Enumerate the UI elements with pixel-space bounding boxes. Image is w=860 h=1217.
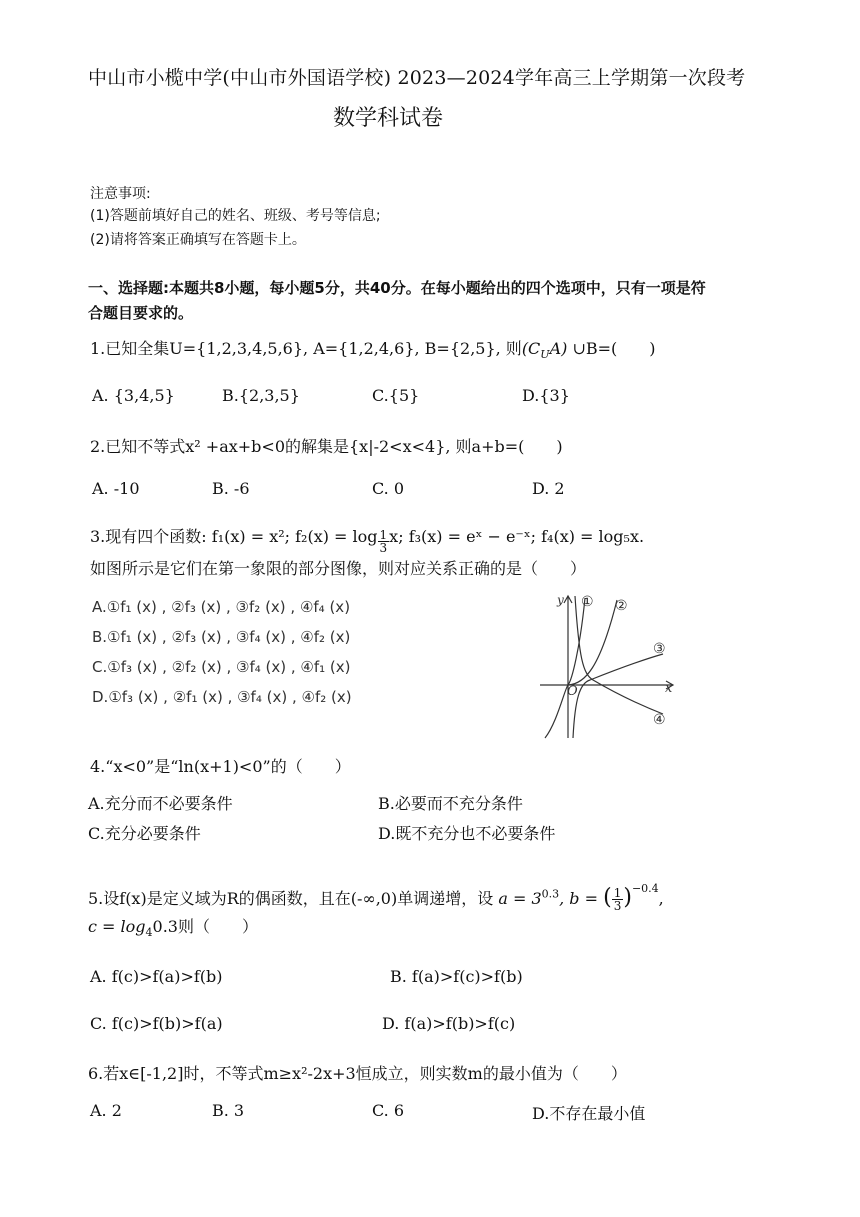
- b-base-fraction: $\frac{1}{3}$: [613, 886, 622, 913]
- question-3-option-d: D.①f₃ (x) , ②f₁ (x) , ③f₄ (x) , ④f₂ (x): [92, 688, 352, 706]
- question-5-option-a: A. f(c)>f(a)>f(b): [90, 967, 223, 986]
- section-heading: 一、选择题:本题共8小题，每小题5分，共40分。在每小题给出的四个选项中，只有一项是符: [88, 279, 706, 297]
- question-1-option-b: B.{2,3,5}: [222, 386, 300, 405]
- graph-label-4: ④: [653, 712, 666, 728]
- question-2-option-c: C. 0: [372, 479, 405, 498]
- question-2-option-a: A. -10: [92, 479, 140, 498]
- question-2-option-d: D. 2: [532, 479, 565, 498]
- question-5-option-c: C. f(c)>f(b)>f(a): [90, 1014, 223, 1033]
- question-6-option-d: D.不存在最小值: [532, 1104, 646, 1123]
- question-5-option-d: D. f(a)>f(b)>f(c): [382, 1014, 516, 1033]
- question-2-option-b: B. -6: [212, 479, 250, 498]
- question-6-option-c: C. 6: [372, 1101, 405, 1120]
- question-4-option-c: C.充分必要条件: [88, 824, 201, 843]
- section-heading-cont: 合题目要求的。: [88, 304, 194, 322]
- question-1-option-d: D.{3}: [522, 386, 570, 405]
- question-1-option-c: C.{5}: [372, 386, 420, 405]
- exam-title-line2: 数学科试卷: [333, 106, 444, 131]
- graph-label-3: ③: [653, 641, 666, 657]
- question-3-option-a: A.①f₁ (x) , ②f₃ (x) , ③f₂ (x) , ④f₄ (x): [92, 598, 351, 616]
- question-1-stem: 1.已知全集U={1,2,3,4,5,6}, A={1,2,4,6}, B={2,5}, 则$(C_UA)$ ∪B=( ): [90, 339, 656, 362]
- curve-1: [545, 598, 585, 738]
- question-3-option-c: C.①f₃ (x) , ②f₂ (x) , ③f₄ (x) , ④f₁ (x): [92, 658, 351, 676]
- exam-title-line1: 中山市小榄中学(中山市外国语学校) 2023—2024学年高三上学期第一次段考: [88, 67, 746, 89]
- graph-x-label: x: [665, 681, 673, 696]
- question-6-option-a: A. 2: [90, 1101, 122, 1120]
- curve-3: [573, 654, 663, 738]
- question-3-option-b: B.①f₁ (x) , ②f₃ (x) , ③f₄ (x) , ④f₂ (x): [92, 628, 351, 646]
- question-5-option-b: B. f(a)>f(c)>f(b): [390, 967, 523, 986]
- question-5-stem: 5.设f(x)是定义域为R的偶函数，且在(-∞,0)单调递增，设 $a = 3^{0.3}$, b = ( $\frac{1}{3}$ )$^{-0.4}$,: [88, 882, 664, 913]
- question-4-option-b: B.必要而不充分条件: [378, 794, 523, 813]
- question-5-stem-cont: $c = \log_40.3$则（ ）: [88, 917, 258, 940]
- question-4-option-a: A.充分而不必要条件: [88, 794, 233, 813]
- log-base-fraction: $\frac{1}{3}$: [379, 528, 388, 555]
- graph-label-1: ①: [581, 594, 594, 610]
- notice-item: (2)请将答案正确填写在答题卡上。: [90, 232, 306, 248]
- graph-label-2: ②: [615, 598, 628, 614]
- question-6-option-b: B. 3: [212, 1101, 245, 1120]
- graph-y-label: y: [557, 593, 564, 607]
- notice-item: (1)答题前填好自己的姓名、班级、考号等信息;: [90, 208, 381, 224]
- notice-heading: 注意事项:: [90, 186, 151, 202]
- question-1-option-a: A. {3,4,5}: [92, 386, 175, 405]
- function-graph: [535, 588, 685, 743]
- question-3-stem-cont: 如图所示是它们在第一象限的部分图像，则对应关系正确的是（ ）: [90, 559, 587, 578]
- graph-origin-label: O: [567, 684, 578, 699]
- question-3-stem: 3.现有四个函数: f₁(x) = x²; f₂(x) = log $\frac{1}{3}$ x; f₃(x) = eˣ − e⁻ˣ; f₄(x) = log₅x.: [90, 527, 645, 555]
- question-2-stem: 2.已知不等式x² +ax+b<0的解集是{x|-2<x<4}, 则a+b=( ): [90, 437, 563, 456]
- question-4-option-d: D.既不充分也不必要条件: [378, 824, 556, 843]
- question-4-stem: 4.“x<0”是“ln(x+1)<0”的（ ）: [90, 757, 351, 776]
- question-6-stem: 6.若x∈[-1,2]时，不等式m≥x²-2x+3恒成立，则实数m的最小值为（ ）: [88, 1064, 627, 1083]
